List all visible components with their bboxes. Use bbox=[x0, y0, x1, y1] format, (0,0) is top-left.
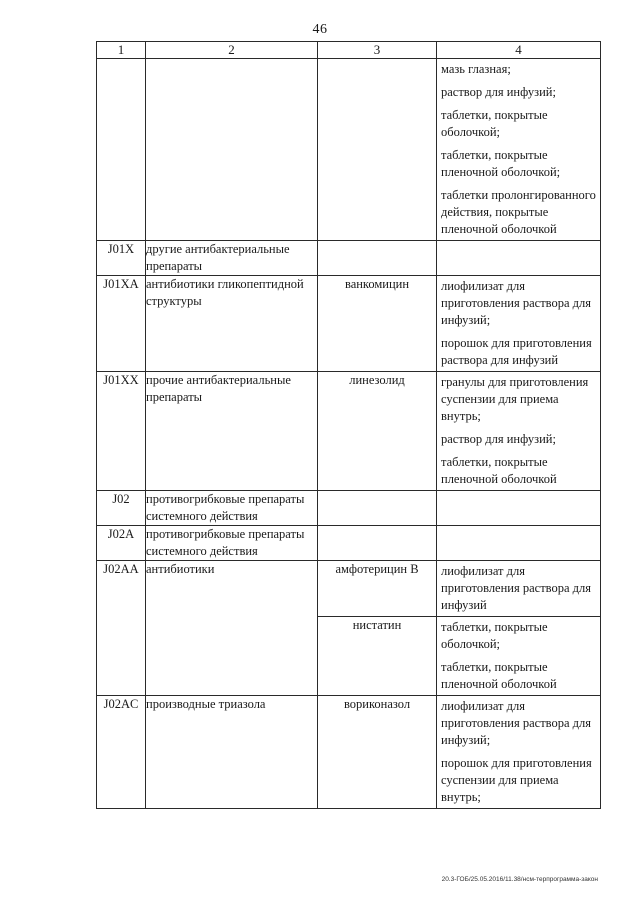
pharmacological-group-cell bbox=[146, 59, 318, 241]
dosage-forms-cell bbox=[437, 241, 601, 276]
dosage-form: лиофилизат для приготовления раствора для инфузий; bbox=[441, 699, 591, 747]
dosage-forms-cell bbox=[437, 59, 601, 241]
dosage-forms-cell bbox=[437, 276, 601, 372]
dosage-forms-cell bbox=[437, 696, 601, 809]
atc-code-cell: J01XX bbox=[97, 372, 146, 491]
table-row bbox=[97, 491, 601, 526]
atc-code-cell: J01XA bbox=[97, 276, 146, 372]
column-header-1: 1 bbox=[97, 42, 146, 59]
drug-name-cell bbox=[318, 241, 437, 276]
atc-code-cell: J01X bbox=[97, 241, 146, 276]
column-header-3: 3 bbox=[318, 42, 437, 59]
table-row bbox=[97, 561, 601, 617]
table-row bbox=[97, 276, 601, 372]
drug-name-cell: вориконазол bbox=[318, 696, 437, 809]
atc-code-cell: J02 bbox=[97, 491, 146, 526]
column-header-2: 2 bbox=[146, 42, 318, 59]
table-row bbox=[97, 372, 601, 491]
header-row bbox=[97, 42, 601, 59]
dosage-forms-cell bbox=[437, 491, 601, 526]
dosage-forms-cell bbox=[437, 526, 601, 561]
table-header bbox=[97, 42, 601, 59]
dosage-form: таблетки, покрытые пленочной оболочкой bbox=[441, 455, 557, 486]
dosage-form: порошок для приготовления раствора для инфузий bbox=[441, 336, 592, 367]
atc-code-cell: J02AA bbox=[97, 561, 146, 696]
dosage-form: мазь глазная; bbox=[441, 62, 511, 76]
drug-name-cell: нистатин bbox=[318, 617, 437, 696]
table-row bbox=[97, 696, 601, 809]
drug-name-cell: линезолид bbox=[318, 372, 437, 491]
dosage-form: порошок для приготовления суспензии для приема внутрь; bbox=[441, 756, 592, 804]
atc-code-cell bbox=[97, 59, 146, 241]
drug-list-table bbox=[96, 41, 601, 809]
drug-name-cell bbox=[318, 59, 437, 241]
dosage-forms-cell bbox=[437, 617, 601, 696]
dosage-forms-cell bbox=[437, 372, 601, 491]
dosage-form: таблетки, покрытые пленочной оболочкой; bbox=[441, 148, 561, 179]
pharmacological-group-cell: противогрибковые препараты системного действия bbox=[146, 526, 318, 561]
document-footer: 20.3-ГОБ/25.05.2016/11.38/нсм-терпрограмма-закон bbox=[441, 876, 598, 883]
pharmacological-group-cell: прочие антибактериальные препараты bbox=[146, 372, 318, 491]
page-number: 46 bbox=[312, 22, 328, 37]
dosage-form: таблетки пролонгированного действия, покрытые пленочной оболочкой bbox=[441, 188, 596, 236]
pharmacological-group-cell: антибиотики гликопептидной структуры bbox=[146, 276, 318, 372]
atc-code-cell: J02AC bbox=[97, 696, 146, 809]
dosage-form: раствор для инфузий; bbox=[441, 432, 556, 446]
pharmacological-group-cell: антибиотики bbox=[146, 561, 318, 696]
dosage-form: лиофилизат для приготовления раствора для инфузий; bbox=[441, 279, 591, 327]
table-body bbox=[97, 59, 601, 809]
drug-name-cell bbox=[318, 491, 437, 526]
table-row bbox=[97, 59, 601, 241]
dosage-form: таблетки, покрытые пленочной оболочкой bbox=[441, 660, 557, 691]
dosage-form: гранулы для приготовления суспензии для приема внутрь; bbox=[441, 375, 589, 423]
pharmacological-group-cell: производные триазола bbox=[146, 696, 318, 809]
dosage-form: раствор для инфузий; bbox=[441, 85, 556, 99]
dosage-form: таблетки, покрытые оболочкой; bbox=[441, 108, 548, 139]
atc-code-cell: J02A bbox=[97, 526, 146, 561]
drug-name-cell: ванкомицин bbox=[318, 276, 437, 372]
table-row bbox=[97, 241, 601, 276]
table-row bbox=[97, 526, 601, 561]
column-header-4: 4 bbox=[437, 42, 601, 59]
dosage-form: лиофилизат для приготовления раствора для инфузий bbox=[441, 564, 591, 612]
pharmacological-group-cell: другие антибактериальные препараты bbox=[146, 241, 318, 276]
drug-name-cell bbox=[318, 526, 437, 561]
dosage-forms-cell bbox=[437, 561, 601, 617]
dosage-form: таблетки, покрытые оболочкой; bbox=[441, 620, 548, 651]
pharmacological-group-cell: противогрибковые препараты системного действия bbox=[146, 491, 318, 526]
drug-name-cell: амфотерицин В bbox=[318, 561, 437, 617]
